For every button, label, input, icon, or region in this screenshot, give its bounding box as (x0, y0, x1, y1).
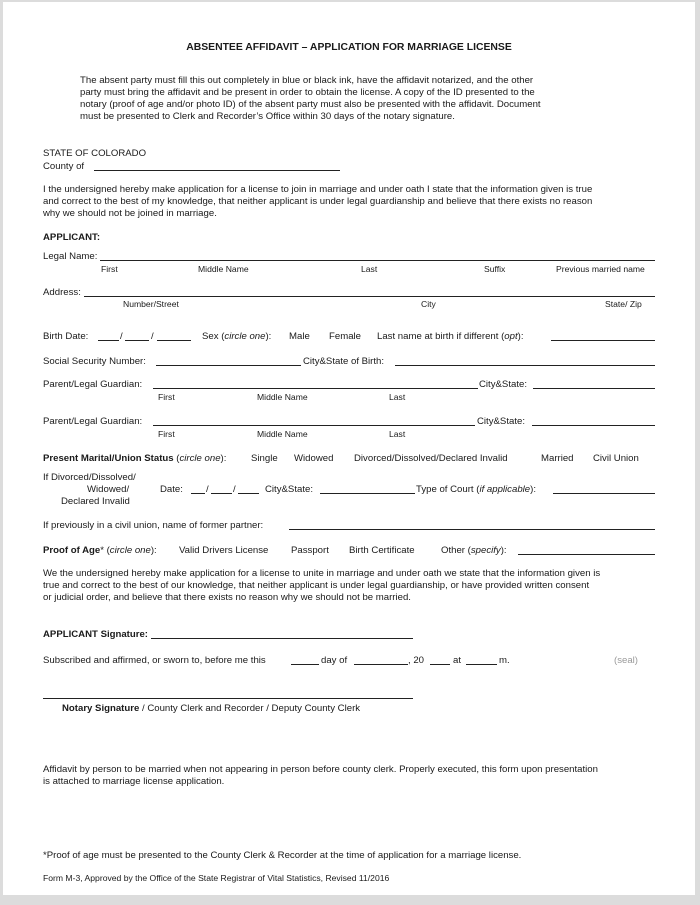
proof-option-passport[interactable]: Passport (291, 545, 329, 556)
applicant-heading: APPLICANT: (43, 232, 101, 243)
legal-name-label: Legal Name: (43, 251, 98, 262)
applicant-signature-field[interactable] (151, 638, 413, 639)
sex-option-female[interactable]: Female (329, 331, 361, 342)
subscribed-time-field[interactable] (466, 664, 497, 665)
sex-label: Sex (circle one): (202, 331, 272, 342)
birth-date-label: Birth Date: (43, 331, 89, 342)
undersigned-line: We the undersigned hereby make application for a license to unite in marriage and under oath we state that the information given is (43, 568, 601, 579)
undersigned-line: or judicial order, and believe that there exists no reason why we should not be married. (43, 592, 411, 603)
caption-last: Last (389, 392, 406, 402)
divorce-date-label: Date: (160, 484, 183, 495)
divorce-year-field[interactable] (238, 493, 259, 494)
day-of-label: day of (321, 655, 348, 666)
caption-first: First (158, 392, 175, 402)
former-partner-label: If previously in a civil union, name of former partner: (43, 520, 264, 531)
divorce-day-field[interactable] (211, 493, 232, 494)
marital-option-married[interactable]: Married (541, 453, 574, 464)
affidavit-note-line: is attached to marriage license application. (43, 776, 225, 787)
guardian-2-city-state-field[interactable] (532, 425, 655, 426)
court-field[interactable] (553, 493, 655, 494)
city-state-birth-field[interactable] (395, 365, 655, 366)
date-slash: / (120, 331, 123, 342)
time-suffix: m. (499, 655, 510, 666)
birth-day-field[interactable] (125, 340, 149, 341)
notary-signature-field[interactable] (43, 698, 413, 699)
guardian-2-label: Parent/Legal Guardian: (43, 416, 143, 427)
applicant-signature-label: APPLICANT Signature: (43, 629, 149, 640)
last-name-birth-label: Last name at birth if different (opt): (377, 331, 524, 342)
caption-suffix: Suffix (484, 264, 506, 274)
court-label: Type of Court (if applicable): (416, 484, 536, 495)
county-label: County of (43, 161, 85, 172)
birth-month-field[interactable] (98, 340, 119, 341)
marital-option-single[interactable]: Single (251, 453, 278, 464)
date-slash: / (206, 484, 209, 495)
intro-line: notary (proof of age and/or photo ID) of the absent party must also be presented with the affidavit. Document (80, 99, 541, 110)
birth-year-field[interactable] (157, 340, 191, 341)
state-label: STATE OF COLORADO (43, 148, 147, 159)
divorce-month-field[interactable] (191, 493, 205, 494)
legal-name-field[interactable] (100, 260, 655, 261)
sex-option-male[interactable]: Male (289, 331, 310, 342)
guardian-1-city-state-field[interactable] (533, 388, 655, 389)
address-label: Address: (43, 287, 81, 298)
proof-option-drivers-license[interactable]: Valid Drivers License (179, 545, 269, 556)
notary-signature-label: Notary Signature / County Clerk and Recorder / Deputy County Clerk (62, 703, 361, 714)
undersigned-line: true and correct to the best of our knowledge, that neither applicant is under legal guardianship, or have provided written consent (43, 580, 590, 591)
caption-previous-married-name: Previous married name (556, 264, 645, 274)
ssn-label: Social Security Number: (43, 356, 146, 367)
intro-line: party must bring the affidavit and be present in order to obtain the license. A copy of the ID presented to the (80, 87, 535, 98)
caption-last: Last (389, 429, 406, 439)
caption-last: Last (361, 264, 378, 274)
date-slash: / (151, 331, 154, 342)
address-field[interactable] (84, 296, 655, 297)
city-state-birth-label: City&State of Birth: (303, 356, 385, 367)
guardian-1-name-field[interactable] (153, 388, 478, 389)
marital-option-widowed[interactable]: Widowed (294, 453, 334, 464)
proof-option-birth-certificate[interactable]: Birth Certificate (349, 545, 415, 556)
former-partner-field[interactable] (289, 529, 655, 530)
caption-first: First (101, 264, 118, 274)
subscribed-year-field[interactable] (430, 664, 450, 665)
oath-line: I the undersigned hereby make application for a license to join in marriage and under oath I state that the information given is true (43, 184, 593, 195)
seal-placeholder: (seal) (614, 655, 638, 666)
affidavit-note-line: Affidavit by person to be married when not appearing in person before county clerk. Properly executed, this form upon presentation (43, 764, 598, 775)
subscribed-label: Subscribed and affirmed, or sworn to, before me this (43, 655, 266, 666)
intro-line: must be presented to Clerk and Recorder’s Office within 30 days of the notary signature. (80, 111, 455, 122)
ssn-field[interactable] (156, 365, 301, 366)
marital-option-civil-union[interactable]: Civil Union (593, 453, 639, 464)
form-identifier: Form M-3, Approved by the Office of the State Registrar of Vital Statistics, Revised 11/2016 (43, 873, 390, 883)
caption-middle-name: Middle Name (257, 429, 308, 439)
guardian-2-name-field[interactable] (153, 425, 475, 426)
caption-state-zip: State/ Zip (605, 299, 642, 309)
oath-line: why we should not be joined in marriage. (43, 208, 217, 219)
form-page (3, 2, 695, 895)
subscribed-month-field[interactable] (354, 664, 408, 665)
date-slash: / (233, 484, 236, 495)
marital-option-divorced[interactable]: Divorced/Dissolved/Declared Invalid (354, 453, 508, 464)
caption-city: City (421, 299, 436, 309)
divorced-label: If Divorced/Dissolved/ (43, 472, 136, 483)
at-label: at (453, 655, 462, 666)
caption-middle-name: Middle Name (257, 392, 308, 402)
divorced-label: Widowed/ (87, 484, 130, 495)
proof-other-field[interactable] (518, 554, 655, 555)
divorce-city-state-label: City&State: (265, 484, 313, 495)
divorced-label: Declared Invalid (61, 496, 130, 507)
last-name-birth-field[interactable] (551, 340, 655, 341)
marital-status-label: Present Marital/Union Status (circle one): (43, 453, 227, 464)
form-title: ABSENTEE AFFIDAVIT – APPLICATION FOR MARRIAGE LICENSE (186, 42, 512, 53)
caption-number-street: Number/Street (123, 299, 179, 309)
proof-option-other-label: Other (specify): (441, 545, 507, 556)
intro-line: The absent party must fill this out completely in blue or black ink, have the affidavit notarized, and the other (80, 75, 534, 86)
year-prefix: , 20 (408, 655, 425, 666)
caption-first: First (158, 429, 175, 439)
guardian-1-label: Parent/Legal Guardian: (43, 379, 143, 390)
caption-middle-name: Middle Name (198, 264, 249, 274)
proof-of-age-label: Proof of Age* (circle one): (43, 545, 157, 556)
divorce-city-state-field[interactable] (320, 493, 415, 494)
county-field[interactable] (94, 170, 340, 171)
guardian-1-city-state-label: City&State: (479, 379, 527, 390)
subscribed-day-field[interactable] (291, 664, 319, 665)
proof-of-age-footnote: *Proof of age must be presented to the County Clerk & Recorder at the time of application for a marriage license. (43, 850, 522, 861)
oath-line: and correct to the best of my knowledge, that neither applicant is under legal guardianship and believe that there exists no reason (43, 196, 593, 207)
guardian-2-city-state-label: City&State: (477, 416, 525, 427)
